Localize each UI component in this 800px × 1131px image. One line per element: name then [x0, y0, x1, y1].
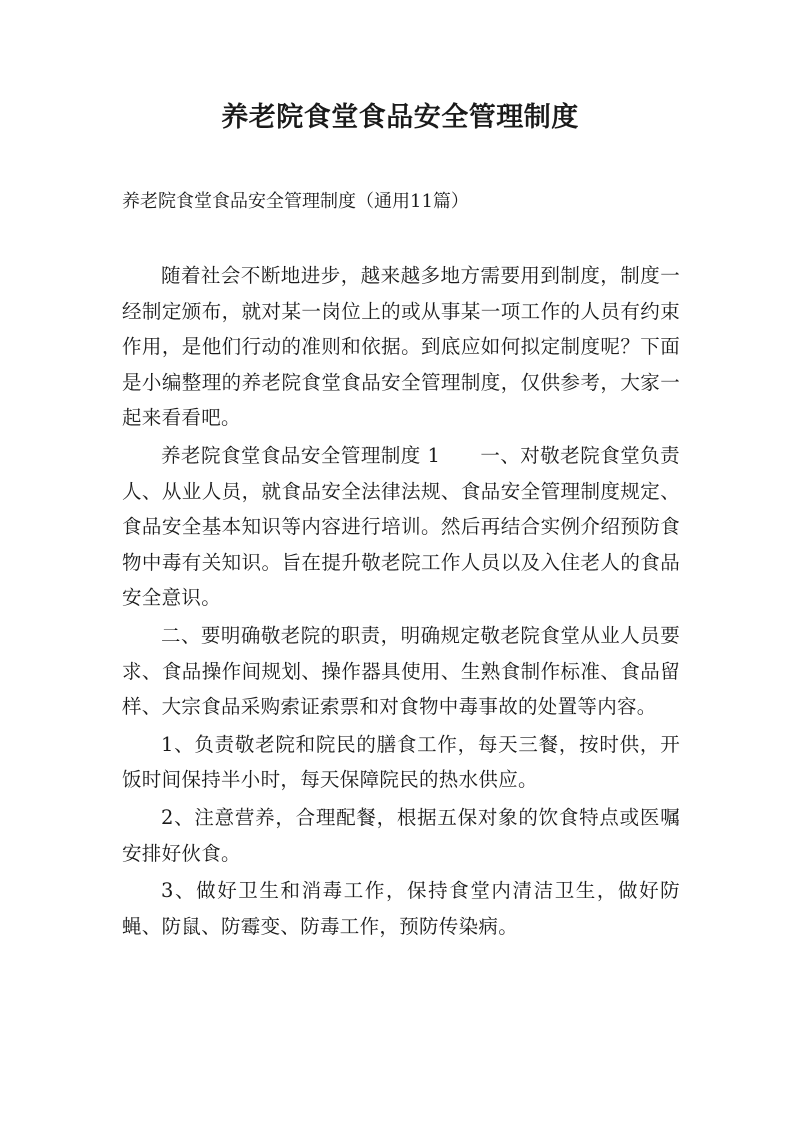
paragraph-item-1: 1、负责敬老院和院民的膳食工作，每天三餐，按时供，开饭时间保持半小时，每天保障院民的热水供应。	[122, 732, 680, 792]
document-subtitle: 养老院食堂食品安全管理制度（通用11篇）	[122, 191, 469, 212]
paragraph-intro: 随着社会不断地进步，越来越多地方需要用到制度，制度一经制定颁布，就对某一岗位上的或从事某一项工作的人员有约束作用，是他们行动的准则和依据。到底应如何拟定制度呢？下面是小编整理的养老院食堂食品安全管理制度，仅供参考，大家一起来看看吧。	[122, 264, 680, 430]
paragraph-section-2: 二、要明确敬老院的职责，明确规定敬老院食堂从业人员要求、食品操作间规划、操作器具使用、生熟食制作标准、食品留样、大宗食品采购索证索票和对食物中毒事故的处置等内容。	[122, 623, 680, 719]
page-title: 养老院食堂食品安全管理制度	[221, 102, 579, 133]
paragraph-item-2: 2、注意营养，合理配餐，根据五保对象的饮食特点或医嘱安排好伙食。	[122, 805, 680, 865]
paragraph-item-3: 3、做好卫生和消毒工作，保持食堂内清洁卫生，做好防蝇、防鼠、防霉变、防毒工作，预防传染病。	[122, 879, 680, 938]
paragraph-section-1: 养老院食堂食品安全管理制度 1 一、对敬老院食堂负责人、从业人员，就食品安全法律法规、食品安全管理制度规定、食品安全基本知识等内容进行培训。然后再结合实例介绍预防食物中毒有关知识。旨在提升敬老院工作人员以及入住老人的食品安全意识。	[122, 443, 680, 610]
document-body	[122, 258, 680, 946]
